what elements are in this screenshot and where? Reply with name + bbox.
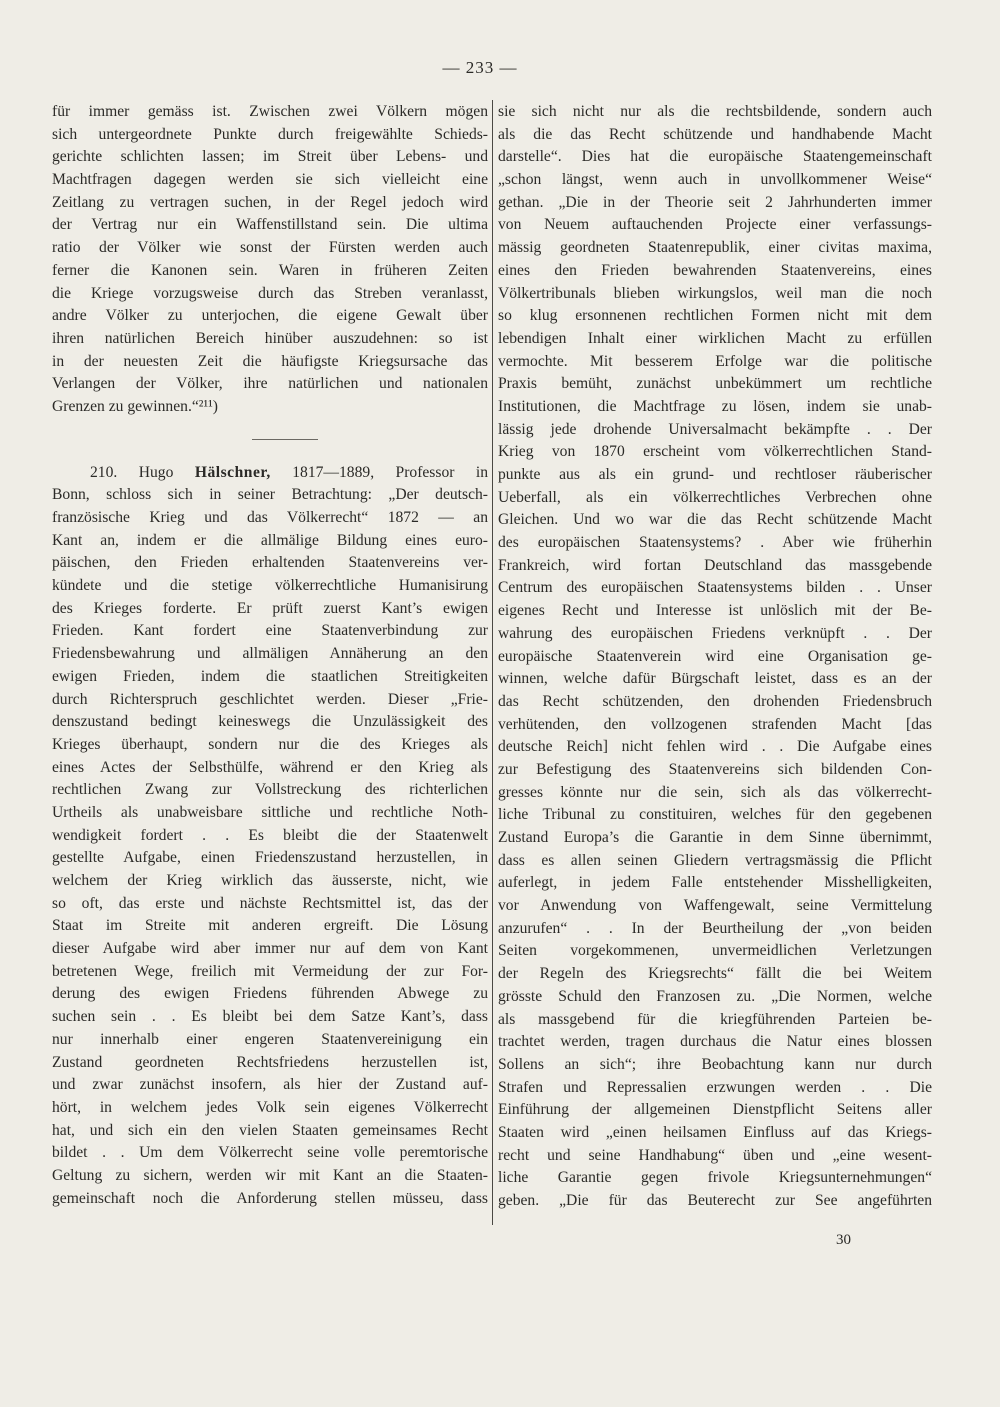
text-line: eigenes Recht und Interesse ist unlöslich mit der Be- xyxy=(498,602,932,620)
left-column xyxy=(52,101,488,1210)
text-line: dass es allen seinen Gliedern vertragsmässig die Pflicht xyxy=(498,851,932,869)
text-line: rechtlichen Zwang zur Vollstreckung des richterlichen xyxy=(52,781,488,799)
text-line: des Krieges forderte. Er prüft zuerst Kant’s ewigen xyxy=(52,599,488,617)
text-line: zur Befestigung des Staatenvereins sich bildenden Con- xyxy=(498,760,932,778)
right-column xyxy=(498,101,932,1213)
left-block-2 xyxy=(52,484,488,1210)
text-line: französische Krieg und das Völkerrecht“ 1872 — an xyxy=(52,509,488,526)
text-line: als die das Recht schützende und handhabende Macht xyxy=(498,125,932,143)
text-line: deutsche Reich] nicht fehlen wird . . Die Aufgabe eines xyxy=(498,738,932,756)
text-line: darstelle“. Dies hat die europäische Staatengemeinschaft xyxy=(498,148,932,166)
text-line: Zustand geordneten Rechtsfriedens herzustellen ist, xyxy=(52,1053,488,1071)
signature-mark: 30 xyxy=(836,1232,851,1248)
text-line: ihren natürlichen Bereich hinüber auszudehnen: so ist xyxy=(52,329,488,347)
text-line: in der neuesten Zeit die häufigste Kriegsursache das xyxy=(52,352,488,370)
text-line: durch Richterspruch geschlichtet werden. Dieser „Frie- xyxy=(52,690,488,708)
text-line: Frankreich, wird fortan Deutschland das massgebende xyxy=(498,556,932,574)
text-line: Zustand Europa’s die Garantie in dem Sinne übernimmt, xyxy=(498,829,932,846)
text-line: verhütenden, den vollzogenen strafenden Macht [das xyxy=(498,715,932,733)
text-line: Seiten vorgekommenen, unvermeidlichen Verletzungen xyxy=(498,942,932,960)
text-line: Bonn, schloss sich in seiner Betrachtung: „Der deutsch- xyxy=(52,486,488,504)
text-line: der Vertrag nur ein Waffenstillstand sein. Die ultima xyxy=(52,216,488,234)
text-line: ferner die Kanonen sein. Waren in früheren Zeiten xyxy=(52,261,488,279)
text-line: kündete und die stetige völkerrechtliche Humanisirung xyxy=(52,577,488,595)
text-line: nur innerhalb einer engeren Staatenvereinigung ein xyxy=(52,1030,488,1048)
text-line: betretenen Wege, freilich mit Vermeidung der zur For- xyxy=(52,962,488,980)
text-line: der Regeln des Kriegsrechts“ fällt die bei Weitem xyxy=(498,965,932,983)
text-line: geben. „Die für das Beuterecht zur See angeführten xyxy=(498,1192,932,1209)
section-separator xyxy=(252,439,318,440)
text-line: Ueberfall, als ein völkerrechtliches Verbrechen ohne xyxy=(498,488,932,506)
paragraph-number: 210. xyxy=(90,463,118,481)
text-line: andre Völker zu unterjochen, die eigene Gewalt über xyxy=(52,307,488,325)
text-line: sie sich nicht nur als die rechtsbildende, sondern auch xyxy=(498,103,932,120)
text-line: suchen sein . . Es bleibt bei dem Satze Kant’s, dass xyxy=(52,1008,488,1026)
text-line: Friedensbewahrung und allmäligen Annäherung an den xyxy=(52,645,488,663)
text-line: lässig jede drohende Universalmacht bekämpfte . . Der xyxy=(498,420,932,438)
text-line: welchem der Krieg wirklich das äusserste, nicht, wie xyxy=(52,872,488,889)
text-line: Sollens an sich“; ihre Beobachtung kann nur durch xyxy=(498,1055,932,1073)
text-line: für immer gemäss ist. Zwischen zwei Völkern mögen xyxy=(52,103,488,120)
text-line: grösste Schuld den Franzosen zu. „Die Normen, welche xyxy=(498,987,932,1005)
text-line: recht und seine Handhabung“ üben und „eine wesent- xyxy=(498,1146,932,1164)
text-line: liche Garantie gegen frivole Kriegsunternehmungen“ xyxy=(498,1169,932,1187)
text-line: und zwar zunächst insofern, als hier der Zustand auf- xyxy=(52,1076,488,1094)
right-block xyxy=(498,101,932,1213)
text-line: auferlegt, in jedem Falle entstehender Misshelligkeiten, xyxy=(498,874,932,892)
author-given-name: Hugo xyxy=(138,463,174,481)
text-line: so klug ersonnenen rechtlichen Formen nicht mit dem xyxy=(498,307,932,325)
text-line: Verlangen der Völker, ihre natürlichen und nationalen xyxy=(52,375,488,393)
page-number: — 233 — xyxy=(442,58,518,77)
text-line: wahrung des europäischen Friedens verknüpft . . Der xyxy=(498,624,932,642)
text-line: vermochte. Mit besserem Erfolge war die politische xyxy=(498,352,932,370)
text-line: die Kriege vorzugsweise durch das Streben veranlasst, xyxy=(52,284,488,302)
text-line: hört, in welchem jedes Volk sein eigenes Völkerrecht xyxy=(52,1098,488,1116)
text-line: eines Actes der Selbsthülfe, während er den Krieg als xyxy=(52,758,488,776)
text-line: sich untergeordnete Punkte durch freigewählte Schieds- xyxy=(52,125,488,143)
text-line: Urtheils als unabweisbare sittliche und rechtliche Noth- xyxy=(52,803,488,821)
text-line: liche Tribunal zu constituiren, welches für den gegebenen xyxy=(498,806,932,824)
text-line: winnen, welche dafür Bürgschaft leistet, dass es an der xyxy=(498,670,932,688)
text-line: ewigen Frieden, indem die staatlichen Streitigkeiten xyxy=(52,667,488,685)
column-divider xyxy=(492,100,493,1225)
text-line: Machtfragen dagegen werden sie sich vielleicht eine xyxy=(52,171,488,189)
text-line: Kant an, indem er die allmälige Bildung eines euro- xyxy=(52,531,488,549)
text-line: denszustand bedingt keineswegs die Unzulässigkeit des xyxy=(52,713,488,731)
paragraph-210-intro-rest: 1817—1889, Professor in xyxy=(292,463,489,481)
text-line: gerichte schlichten lassen; im Streit über Lebens- und xyxy=(52,148,488,166)
text-line: päischen, den Frieden erhaltenden Staatenvereins ver- xyxy=(52,554,488,572)
text-line: trachtet werden, tragen durchaus die Natur eines blossen xyxy=(498,1033,932,1051)
text-line: Strafen und Repressalien erzwungen werden . . Die xyxy=(498,1078,932,1096)
text-line: ratio der Völker wie sonst der Fürsten werden auch xyxy=(52,239,488,257)
text-line: gestellte Aufgabe, einen Friedenszustand herzustellen, in xyxy=(52,849,488,867)
text-line: mässig geordneten Staatenrepublik, einer civitas maxima, xyxy=(498,239,932,257)
text-line: Centrum des europäischen Staatensystems bilden . . Unser xyxy=(498,579,932,597)
text-line: hat, und sich ein den vielen Staaten gemeinsames Recht xyxy=(52,1121,488,1139)
text-line: von Neuem auftauchenden Projecte einer verfassungs- xyxy=(498,216,932,234)
text-line: Gleichen. Und wo war die das Recht schützende Macht xyxy=(498,511,932,529)
text-line: Krieg von 1870 erscheint vom völkerrechtlichen Stand- xyxy=(498,443,932,461)
text-line: derung des ewigen Friedens führenden Abwege zu xyxy=(52,985,488,1003)
text-line: als massgebend für die kriegführenden Parteien be- xyxy=(498,1010,932,1028)
text-line: bildet . . Um dem Völkerrecht seine volle peremtorische xyxy=(52,1144,488,1162)
text-line: Einführung der allgemeinen Dienstpflicht Seitens aller xyxy=(498,1101,932,1119)
text-line: anzurufen“ . . In der Beurtheilung der „von beiden xyxy=(498,919,932,937)
text-line: Völkertribunals blieben wirkungslos, weil man die noch xyxy=(498,284,932,302)
paragraph-210-first-line xyxy=(52,462,488,485)
text-line: gethan. „Die in der Theorie seit 2 Jahrhunderten immer xyxy=(498,193,932,211)
text-line: punkte aus als ein grund- und rechtloser räuberischer xyxy=(498,466,932,483)
text-line: Geltung zu sichern, werden wir mit Kant an die Staaten- xyxy=(52,1166,488,1184)
text-line: Grenzen zu gewinnen.“²¹¹) xyxy=(52,397,218,415)
text-line: Staaten wird „einen heilsamen Einfluss auf das Kriegs- xyxy=(498,1123,932,1141)
text-line: lebendigen Inhalt einer wirklichen Macht zu erfüllen xyxy=(498,329,932,347)
text-line: dieser Aufgabe wird aber immer nur auf dem von Kant xyxy=(52,940,488,958)
text-line: das Recht schützenden, den drohenden Friedensbruch xyxy=(498,692,932,710)
text-line: wendigkeit fordert . . Es bleibt die der Staatenwelt xyxy=(52,826,488,844)
text-line: vor Anwendung von Waffengewalt, seine Vermittelung xyxy=(498,897,932,915)
text-line: Krieges überhaupt, sondern nur die des Krieges als xyxy=(52,735,488,753)
text-line: gemeinschaft noch die Anforderung stellen müsseu, dass xyxy=(52,1189,488,1207)
left-block-1 xyxy=(52,101,488,419)
text-line: europäische Staatenverein wird eine Organisation ge- xyxy=(498,647,932,665)
text-line: Frieden. Kant fordert eine Staatenverbindung zur xyxy=(52,622,488,640)
text-line: Staat im Streite mit anderen ergreift. Die Lösung xyxy=(52,917,488,935)
text-line: „schon längst, wenn auch in unvollkommener Weise“ xyxy=(498,171,932,189)
text-line: Institutionen, die Machtfrage zu lösen, indem sie unab- xyxy=(498,397,932,415)
text-line: so oft, das erste und nächste Rechtsmittel ist, das der xyxy=(52,894,488,912)
text-line: des europäischen Staatensystems? . Aber wie früherhin xyxy=(498,534,932,552)
text-line: Zeitlang zu vertragen suchen, in der Regel jedoch wird xyxy=(52,193,488,211)
author-surname: Hälschner, xyxy=(194,463,271,481)
text-line: Praxis bemüht, zunächst unbekümmert um rechtliche xyxy=(498,375,932,393)
text-line: gresses könnte nur die sein, sich als das völkerrecht- xyxy=(498,783,932,801)
text-line: eines den Frieden bewahrenden Staatenvereins, eines xyxy=(498,261,932,279)
